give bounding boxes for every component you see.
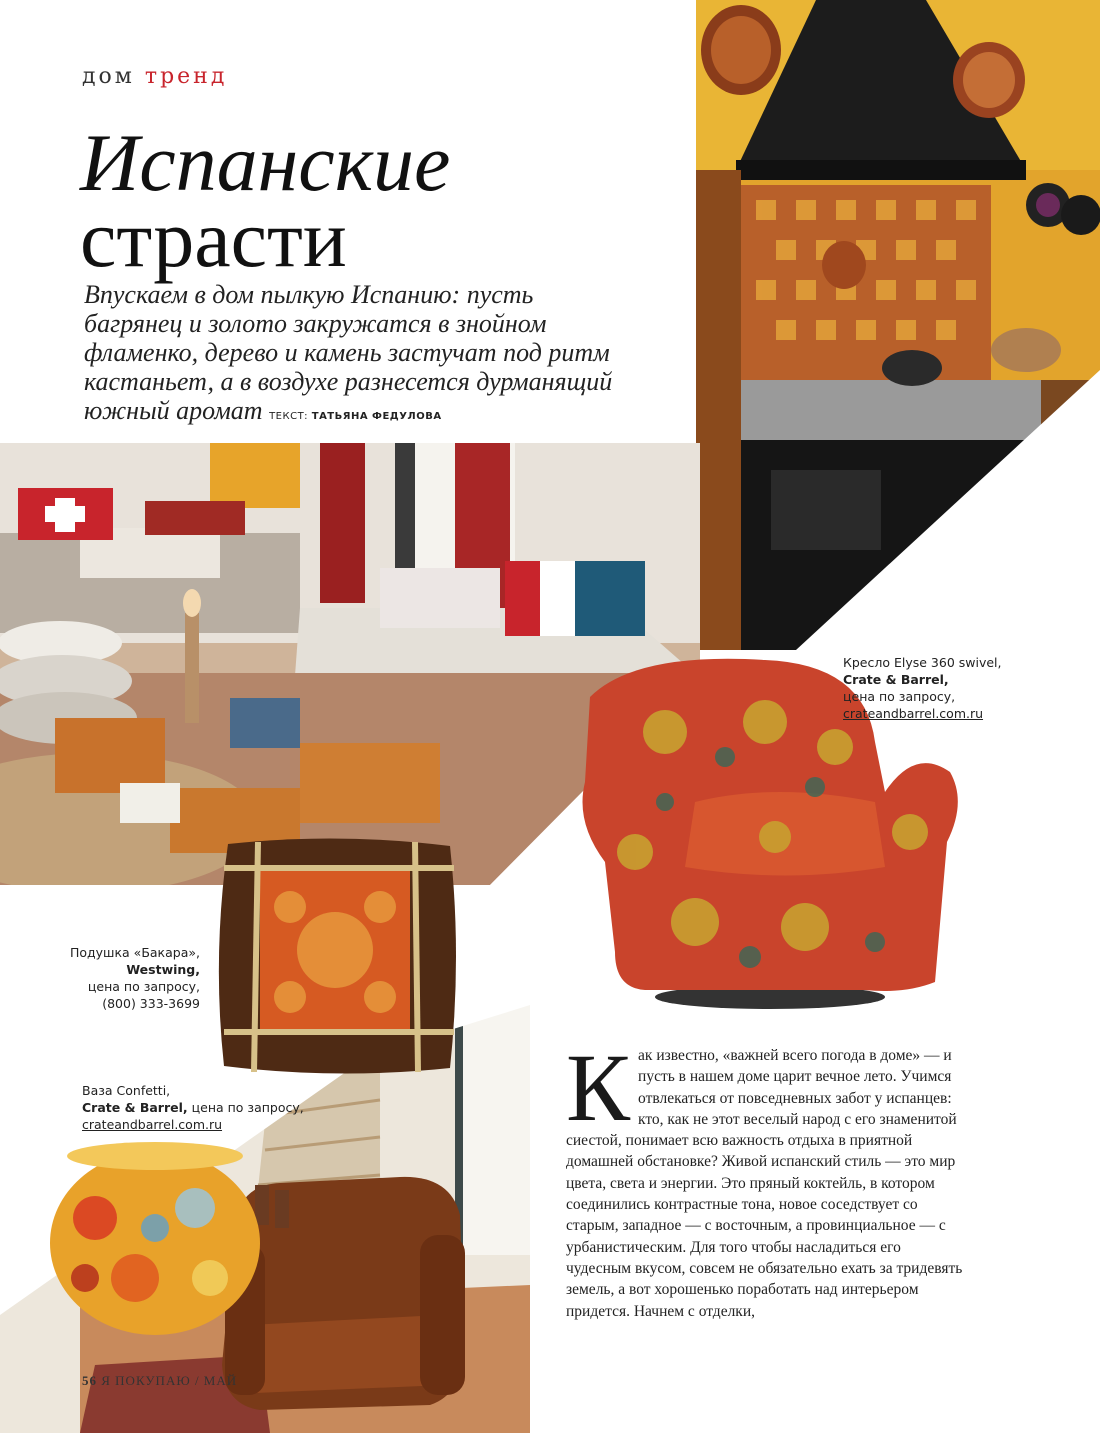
section-label — [82, 64, 227, 89]
vase-caption — [82, 1082, 342, 1133]
drop-cap: К — [566, 1034, 631, 1141]
chair-name: Кресло Elyse 360 swivel, — [843, 655, 1002, 670]
page-number: 56 — [82, 1373, 97, 1388]
pillow-brand: Westwing, — [126, 962, 200, 977]
pillow-caption — [50, 944, 200, 1012]
chair-brand: Crate & Barrel, — [843, 672, 949, 687]
kitchen-illustration — [696, 0, 1100, 650]
vase-name: Ваза Confetti, — [82, 1083, 171, 1098]
author-credit — [269, 411, 442, 422]
pillow-phone: (800) 333-3699 — [102, 996, 200, 1011]
article-body — [566, 1034, 966, 1322]
credit-label: ТЕКСТ: — [269, 411, 309, 422]
vase-product-image — [45, 1138, 265, 1338]
chair-caption — [843, 654, 1083, 722]
page-folio — [82, 1373, 237, 1389]
vase-site-link[interactable]: crateandbarrel.com.ru — [82, 1117, 223, 1132]
title-line-1: Испанские — [80, 117, 451, 208]
chair-price: цена по запросу, — [843, 689, 956, 704]
vase-price: цена по запросу, — [191, 1100, 304, 1115]
magazine-issue: Я ПОКУПАЮ / МАЙ — [101, 1373, 238, 1388]
credit-name: ТАТЬЯНА ФЕДУЛОВА — [311, 411, 442, 422]
pillow-price: цена по запросу, — [87, 979, 200, 994]
article-text: ак известно, «важней всего погода в доме» — и пусть в нашем доме царит вечное лето. Учимся отвлекаться от повседневных забот у испанцев: кто, как не этот веселый народ с его знаменитой сиестой, понимает всю важность отдыха в приятной домашней обстановке? Живой испанский стиль — это мир цвета, света и энергии. Это пряный коктейль, в котором соединились контрастные тона, новое соседствует со старым, западное — с восточным, а провинциальное — с урбанистическим. Для того чтобы насладиться его чудесным вкусом, совсем не обязательно ехать за тридевять земель, а вот хорошенько поработать над интерьером придется. Начнем с отделки, — [566, 1047, 963, 1320]
lead-paragraph — [84, 280, 624, 431]
lead-text: Впускаем в дом пылкую Испанию: пусть багрянец и золото закружатся в знойном фламенко, дерево и камень застучат под ритм кастаньет, а в воздухе разнесется дурманящий южный аромат — [84, 280, 613, 425]
vase-brand: Crate & Barrel, — [82, 1100, 188, 1115]
chair-site-link[interactable]: crateandbarrel.com.ru — [843, 706, 984, 721]
section-label-home: дом — [82, 64, 135, 89]
pillow-product-image — [210, 832, 465, 1080]
kitchen-photo — [696, 0, 1100, 650]
section-label-trend: тренд — [144, 64, 228, 89]
title-line-2: страсти — [80, 193, 347, 284]
article-title — [80, 117, 451, 284]
pillow-name: Подушка «Бакара», — [69, 945, 200, 960]
